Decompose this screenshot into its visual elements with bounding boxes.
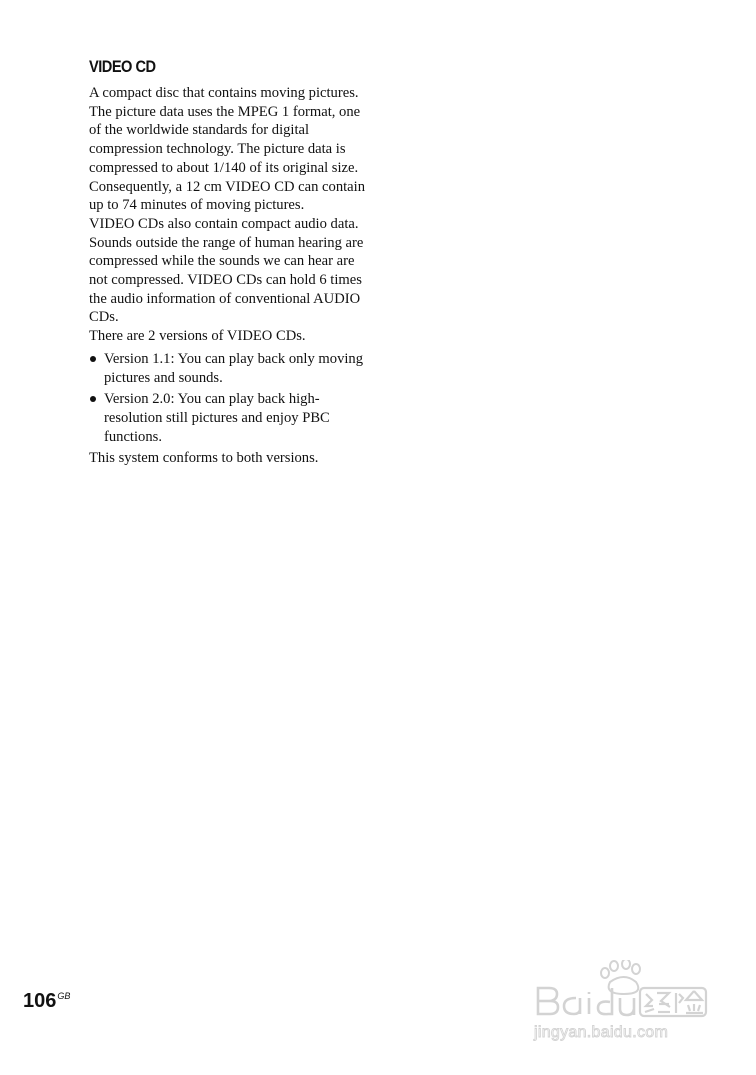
- paragraph: Sounds outside the range of human hearing are compressed while the sounds we can hear are not compressed. VIDEO CDs can hold 6 times the audio information of conventional AUDIO CDs.: [89, 234, 364, 326]
- section-heading: VIDEO CD: [89, 57, 156, 76]
- bullet-item: [89, 390, 374, 446]
- bullet-list: [89, 350, 374, 447]
- jingyan-characters: [640, 988, 706, 1016]
- paragraph: A compact disc that contains moving pictures.: [89, 85, 359, 101]
- bullet-text: Version 1.1: You can play back only moving pictures and sounds.: [104, 350, 364, 386]
- page-number-value: 106: [23, 990, 57, 1012]
- page-suffix: GB: [57, 991, 71, 1001]
- bullet-text: Version 2.0: You can play back high-resolution still pictures and enjoy PBC functions.: [104, 391, 330, 445]
- closing-paragraph: This system conforms to both versions.: [89, 450, 319, 467]
- paragraph: The picture data uses the MPEG 1 format, one of the worldwide standards for digital compression technology. The picture data is compressed to about 1/140 of its original size. Consequently, a 12 cm VIDEO CD can contain up to 74 minutes of moving pictures.: [89, 103, 366, 214]
- paragraph: VIDEO CDs also contain compact audio data.: [89, 215, 359, 232]
- document-body: [89, 56, 374, 468]
- paw-print-icon: [601, 960, 640, 994]
- page-number: [23, 990, 70, 1013]
- bullet-icon: [90, 356, 96, 362]
- watermark-url: jingyan.baidu.com: [534, 1024, 669, 1041]
- bullet-item: [89, 350, 374, 387]
- baidu-jingyan-watermark: [532, 960, 717, 1050]
- paragraph: There are 2 versions of VIDEO CDs.: [89, 328, 306, 345]
- bullet-icon: [90, 396, 96, 402]
- baidu-logo: [538, 988, 634, 1015]
